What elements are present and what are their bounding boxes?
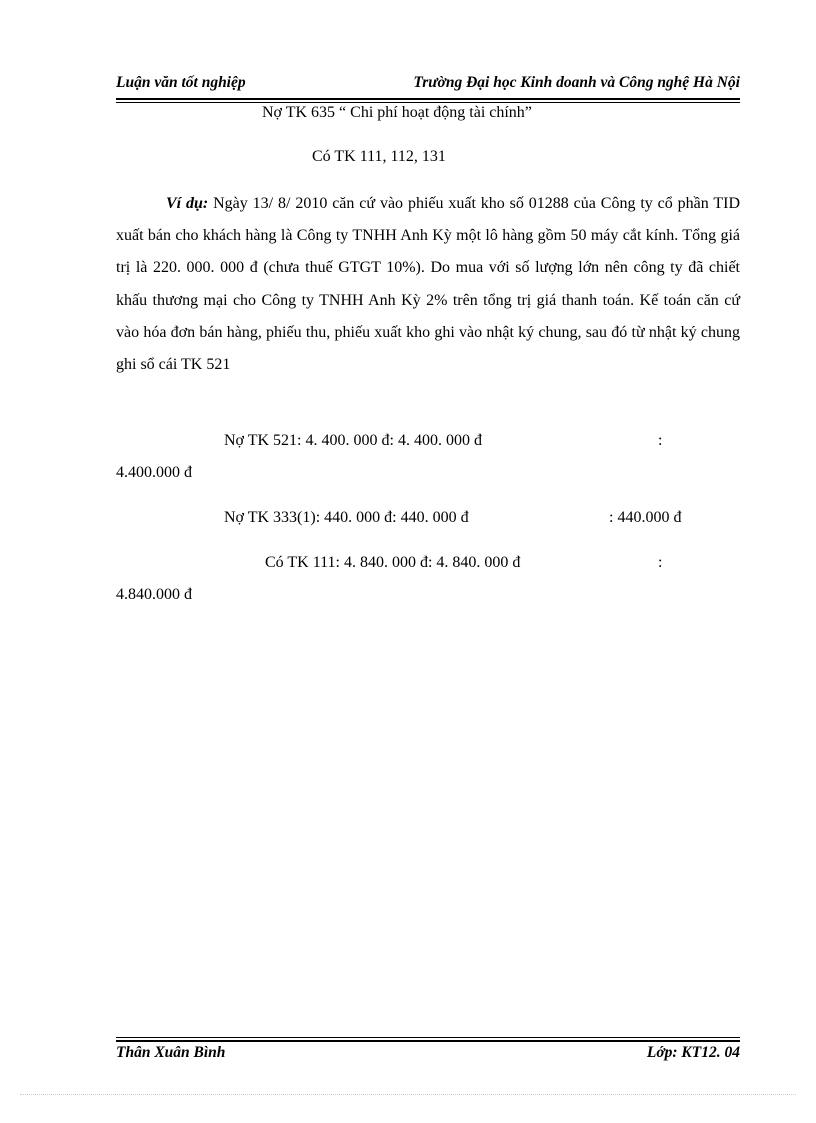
example-text: Ngày 13/ 8/ 2010 căn cứ vào phiếu xuất kho số 01288 của Công ty cổ phần TID xuất bán cho khách hàng là Công ty TNHH Anh Kỳ một lô hàng gồm 50 máy cắt kính. Tổng giá trị là 220. 000. 000 đ (chưa thuế GTGT 10%). Do mua với số lượng lớn nên công ty đã chiết khấu thương mại cho Công ty TNHH Anh Kỳ 2% trên tổng trị giá thanh toán. Kế toán căn cứ vào hóa đơn bán hàng, phiếu thu, phiếu xuất kho ghi vào nhật ký chung, sau đó từ nhật ký chung ghi sổ cái TK 521 xyxy=(116,195,740,374)
journal-debit-521: Nợ TK 521: 4. 400. 000 đ: 4. 400. 000 đ xyxy=(224,432,482,449)
example-lead: Ví dụ: xyxy=(166,195,209,212)
journal-credit-111-colon: : xyxy=(658,554,663,571)
header-thesis-label: Luận văn tốt nghiệp xyxy=(116,74,246,91)
journal-credit-111: Có TK 111: 4. 840. 000 đ: 4. 840. 000 đ xyxy=(265,554,521,571)
example-paragraph xyxy=(116,188,740,381)
footer-rule-thin xyxy=(116,1037,740,1038)
journal-debit-521-colon: : xyxy=(658,432,663,449)
journal-debit-3331-amount: : 440.000 đ xyxy=(609,509,682,526)
entry-debit-635: Nợ TK 635 “ Chi phí hoạt động tài chính” xyxy=(262,104,532,121)
entry-credit-111: Có TK 111, 112, 131 xyxy=(312,148,446,165)
footer-class-label: Lớp: KT12. 04 xyxy=(646,1044,740,1061)
footer-rule-thick xyxy=(116,1040,740,1042)
header-university-name: Trường Đại học Kinh doanh và Công nghệ Hà Nội xyxy=(413,74,740,91)
journal-debit-521-amount: 4.400.000 đ xyxy=(116,464,192,481)
journal-credit-111-amount: 4.840.000 đ xyxy=(116,586,192,603)
header-rule-thin xyxy=(116,102,740,103)
header-rule-thick xyxy=(116,98,740,100)
page-edge-dotted xyxy=(20,1094,796,1095)
footer-author-name: Thân Xuân Bình xyxy=(116,1044,226,1061)
journal-debit-3331: Nợ TK 333(1): 440. 000 đ: 440. 000 đ xyxy=(224,509,469,526)
page-footer xyxy=(116,1044,740,1066)
page-header xyxy=(116,74,740,96)
